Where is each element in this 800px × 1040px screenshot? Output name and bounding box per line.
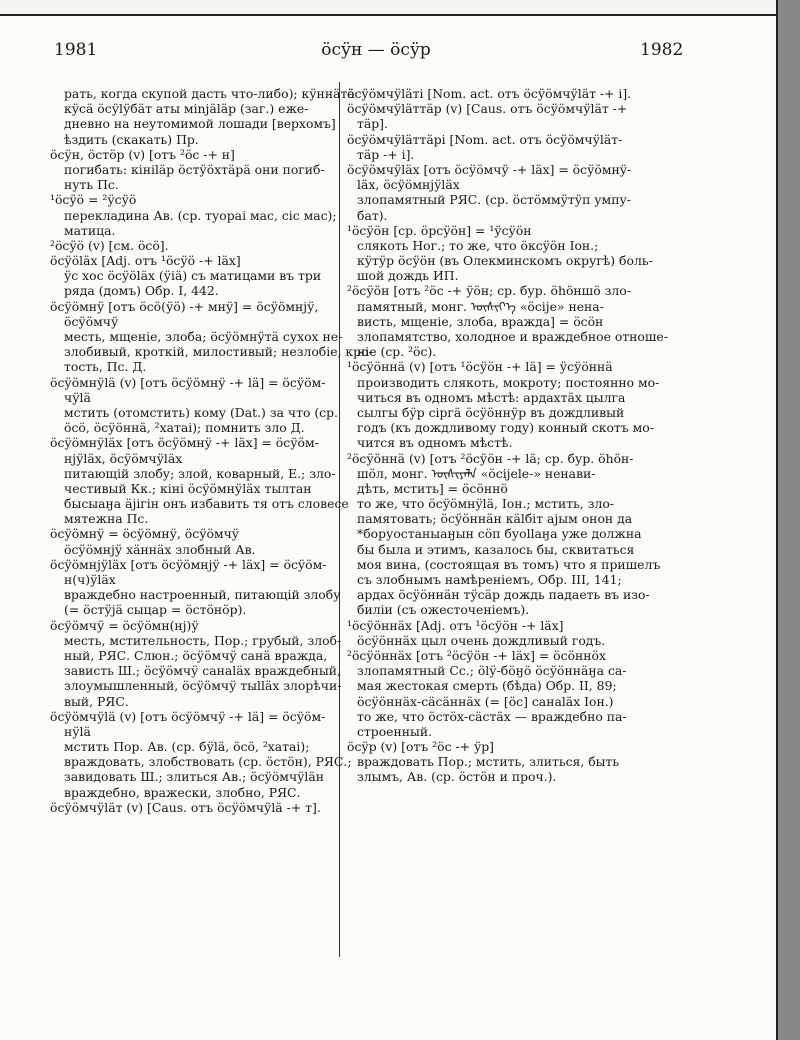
left-column-text-line: ѣздить (скакать) Пр. xyxy=(64,131,199,147)
right-column xyxy=(347,86,668,785)
right-column-text-line: злымъ, Ав. (ср. ӧстӧн и проч.). xyxy=(357,769,557,785)
right-column-text-line: тӓр]. xyxy=(357,116,388,132)
left-column-text-line: н(ч)ӱlӓх xyxy=(64,572,116,587)
right-column-text-line: памятный, монг. ᠥᠰᠢᠶ᠎ᠡ «ӧсiјe» нена- xyxy=(357,298,604,314)
right-column-text-line: памятовать; ӧсӱӧннӓн кӓlбiт аjым онон да xyxy=(357,511,633,527)
left-column xyxy=(50,86,373,815)
right-column-text-line: злопамятство, холодное и враждебное отноше- xyxy=(357,329,668,344)
right-column-text-line: то же, что ӧстӧх-сӓстӓх — враждебно па- xyxy=(357,708,627,724)
right-column-text-line: съ злобнымъ намѣреніемъ, Обр. III, 141; xyxy=(357,572,622,587)
scan-top-edge xyxy=(0,0,800,16)
right-column-text-line: строенный. xyxy=(357,723,433,739)
right-column-text-line: висть, мщеніе, злоба, вражда] = ӧсӧн xyxy=(357,313,604,329)
left-column-headword-line: ӧсӱӧмчӱ = ӧсӱӧмн(нj)ӱ xyxy=(50,617,199,633)
right-column-text-line: то же, что ӧсӱӧмнӱlӓ, Іон.; мстить, зло- xyxy=(357,496,614,512)
right-column-text-line: кӱтӱр ӧсӱӧн (въ Олекминскомъ округѣ) боль- xyxy=(357,253,653,269)
left-column-text-line: перекладина Ав. (ср. туораі мас, сіс мас); xyxy=(64,207,337,223)
right-column-text-line: ӧсӱӧннӓх цыл очень дождливый годъ. xyxy=(357,632,606,648)
left-column-text-line: нӱlӓ xyxy=(64,723,91,739)
right-column-text-line: бат). xyxy=(357,207,388,223)
left-column-text-line: мстить (отомстить) кому (Dat.) за что (ср. xyxy=(64,404,338,420)
right-column-text-line: ардах ӧсӱӧннӓн тӱсӓр дождь падаеть въ изо- xyxy=(357,587,650,603)
right-column-headword-line: ӧсӱӧмчӱlӓттӓр (v) [Caus. отъ ӧсӱӧмчӱlӓт -+ xyxy=(347,101,628,117)
right-column-headword-line: ¹ӧсӱӧннӓ (v) [отъ ¹ӧсӱӧн -+ lӓ] = ӱсӱӧннӓ xyxy=(347,359,613,375)
left-column-headword-line: ӧсӱн, ӧстӧр (v) [отъ ²ӧс -+ н] xyxy=(50,146,235,162)
scan-right-edge xyxy=(776,0,800,1040)
right-column-text-line: чится въ одномъ мѣстѣ. xyxy=(357,435,513,451)
right-column-headword-line: ¹ӧсӱӧннӓх [Adj. отъ ¹ӧсӱӧн -+ lӓх] xyxy=(347,617,564,633)
left-column-text-line: ный, РЯС. Слюн.; ӧсӱӧмчӱ санӓ вражда, xyxy=(64,647,328,663)
left-column-headword-line: ¹ӧсӱӧ = ²ӱсӱӧ xyxy=(50,192,137,208)
left-column-text-line: злобивый, кроткій, милостивый; незлобіе, кро- xyxy=(64,344,373,360)
right-column-text-line: слякоть Нoг.; то же, что ӧксӱӧн Іон.; xyxy=(357,237,599,253)
left-column-headword-line: ӧсӱӧмчӱlӓт (v) [Caus. отъ ӧсӱӧмчӱlӓ -+ т]. xyxy=(50,799,321,815)
right-column-text-line: сылгы бӱр сiргӓ ӧсӱӧннӱр въ дождливый xyxy=(357,404,625,420)
left-column-text-line: ӧсӧ, ӧсӱӧннӓ, ²хатаі); помнить зло Д. xyxy=(64,420,305,436)
left-column-text-line: враждебно настроенный, питающій злобу xyxy=(64,587,341,603)
left-column-text-line: мстить Пор. Ав. (ср. бӱlӓ, ӧсӧ, ²хатаі); xyxy=(64,739,310,755)
left-column-text-line: ӧсӱӧмчӱ xyxy=(64,313,119,329)
right-column-text-line: злопамятный Сс.; ӧlӱ-бӧӈӧ ӧсӱӧннӓӈа са- xyxy=(357,663,627,679)
right-column-text-line: читься въ одномъ мѣстѣ: ардахтӓх цылга xyxy=(357,389,626,405)
right-column-text-line: бы была и этимъ, казалось бы, сквитаться xyxy=(357,541,635,557)
right-column-text-line: мая жестокая смерть (бѣда) Обр. II, 89; xyxy=(357,678,617,694)
right-column-text-line: производить слякоть, мокроту; постоянно мо- xyxy=(357,374,660,390)
right-column-text-line: моя вина, (состоящая въ томъ) что я пришелъ xyxy=(357,556,661,572)
right-column-text-line: ніе (ср. ²ӧс). xyxy=(357,344,437,360)
right-column-headword-line: ӧсӱӧмчӱlӓтi [Nom. act. отъ ӧсӱӧмчӱlӓт -+ i]. xyxy=(347,86,632,101)
left-column-text-line: ӧсӱӧмнjӱ хӓннӓх злобный Ав. xyxy=(64,541,256,557)
right-column-text-line: годъ (къ дождливому году) конный скотъ мо- xyxy=(357,420,654,436)
left-column-text-line: вый, РЯС. xyxy=(64,693,129,709)
right-column-headword-line: ӧсӱр (v) [отъ ²ӧс -+ ӱр] xyxy=(347,739,495,755)
left-column-headword-line: ²ӧсӱӧ (v) [см. ӧсӧ]. xyxy=(50,237,169,253)
left-column-text-line: месть, мстительность, Пор.; грубый, злоб- xyxy=(64,632,342,648)
left-column-headword-line: ӧсӱӧмчӱlӓ (v) [отъ ӧсӱӧмчӱ -+ lӓ] = ӧсӱӧм- xyxy=(50,708,326,724)
right-column-text-line: шой дождь ИП. xyxy=(357,268,459,284)
left-column-headword-line: ӧсӱӧмнӱ = ӧсӱӧмнӱ, ӧсӱӧмчӱ xyxy=(50,526,240,542)
left-column-text-line: враждовать, злобствовать (ср. ӧстӧн), РЯС.; xyxy=(64,754,352,770)
left-column-text-line: честивый Кк.; кінi ӧсӱӧмнӱlӓх тылтан xyxy=(64,480,312,496)
left-column-text-line: мятежна Пс. xyxy=(64,511,149,527)
column-divider xyxy=(339,82,340,957)
right-column-text-line: биліи (съ ожесточеніемъ). xyxy=(357,602,530,618)
left-column-text-line: (= ӧстӱjӓ сыцар = ӧстӧнӧр). xyxy=(64,602,247,618)
left-column-text-line: нуть Пс. xyxy=(64,177,119,193)
right-column-text-line: тӓр -+ i]. xyxy=(357,146,415,162)
left-column-text-line: ряда (домъ) Обр. I, 442. xyxy=(64,283,219,299)
left-column-text-line: погибать: кініlӓр ӧстӱӧхтӓрӓ они погиб- xyxy=(64,161,325,177)
right-column-headword-line: ²ӧсӱӧн [отъ ²ӧс -+ ӱӧн; ср. бур. ӧhӧншӧ зло- xyxy=(347,283,631,299)
left-column-headword-line: ӧсӱӧмнӱ [отъ ӧсӧ(ӱӧ) -+ мнӱ] = ӧсӱӧмнjӱ, xyxy=(50,298,319,314)
left-column-text-line: питающій злобу; злой, коварный, Е.; зло- xyxy=(64,465,336,481)
page-number-right: 1982 xyxy=(640,40,684,60)
right-column-text-line: враждовать Пор.; мстить, злиться, быть xyxy=(357,754,620,770)
left-column-headword-line: ӧсӱӧмнӱlӓ (v) [отъ ӧсӱӧмнӱ -+ lӓ] = ӧсӱӧм- xyxy=(50,374,326,390)
left-column-text-line: месть, мщеніе, злоба; ӧсӱӧмнӱтӓ сухох не- xyxy=(64,329,343,344)
right-column-text-line: *боруостаныаӈын сӧп буоllаӈа уже должна xyxy=(357,526,642,542)
left-column-text-line: бысыаӈа ӓjігін онъ избавить тя отъ словесе xyxy=(64,496,349,512)
right-column-headword-line: ӧсӱӧмчӱlӓх [отъ ӧсӱӧмчӱ -+ lӓх] = ӧсӱӧмнӱ- xyxy=(347,161,632,177)
left-column-text-line: рать, когда скупой дасть что-либо); кӱннӓтӓ xyxy=(64,86,355,101)
right-column-text-line: злопамятный РЯС. (ср. ӧстӧммӱтӱп умпу- xyxy=(357,192,631,208)
left-column-text-line: ӱс хос ӧсӱӧlӓх (ӱіӓ) съ матицами въ три xyxy=(64,268,322,284)
left-column-text-line: завидовать Ш.; злиться Ав.; ӧсӱӧмчӱlӓн xyxy=(64,769,325,785)
page-number-left: 1981 xyxy=(54,40,98,60)
right-column-text-line: дѣть, мстить] = ӧсӧннӧ xyxy=(357,480,508,496)
right-column-headword-line: ӧсӱӧмчӱlӓттӓрi [Nom. act. отъ ӧсӱӧмчӱlӓт- xyxy=(347,131,623,147)
right-column-text-line: шӧл, монг. ᠥᠰᠢᠶᠡᠯᠡ «ӧсiјеlе-» ненави- xyxy=(357,465,596,481)
running-title: ӧсӱн — ӧсӱр xyxy=(321,40,431,60)
left-column-text-line: матица. xyxy=(64,222,116,238)
right-column-headword-line: ²ӧсӱӧннӓ (v) [отъ ²ӧсӱӧн -+ lӓ; ср. бур. ӧhӧн- xyxy=(347,450,634,466)
left-column-headword-line: ӧсӱӧlӓх [Adj. отъ ¹ӧсӱӧ -+ lӓх] xyxy=(50,253,241,269)
left-column-text-line: чӱlӓ xyxy=(64,389,91,405)
left-column-headword-line: ӧсӱӧмнjӱlӓх [отъ ӧсӱӧмнjӱ -+ lӓх] = ӧсӱӧм- xyxy=(50,556,327,572)
left-column-text-line: зависть Ш.; ӧсӱӧмчӱ санаlӓх враждебный, xyxy=(64,663,341,679)
right-column-text-line: lӓх, ӧсӱӧмнjӱlӓх xyxy=(357,177,460,193)
right-column-text-line: ӧсӱӧннӓх-сӓсӓннӓх (= [ӧс] санаlӓх Іон.) xyxy=(357,693,614,709)
right-column-headword-line: ¹ӧсӱӧн [ср. ӧрсӱӧн] = ¹ӱсӱӧн xyxy=(347,222,532,238)
left-column-text-line: тость, Пс. Д. xyxy=(64,359,147,375)
left-column-text-line: дневно на неутомимой лошади [верхомъ] xyxy=(64,116,336,132)
left-column-text-line: злоумышленный, ӧсӱӧмчӱ тыllӓх злорѣчи- xyxy=(64,678,342,694)
left-column-text-line: враждебно, вражески, злобно, РЯС. xyxy=(64,784,301,800)
left-column-headword-line: ӧсӱӧмнӱlӓх [отъ ӧсӱӧмнӱ -+ lӓх] = ӧсӱӧм- xyxy=(50,435,319,451)
right-column-headword-line: ²ӧсӱӧннӓх [отъ ²ӧсӱӧн -+ lӓх] = ӧсӧннӧх xyxy=(347,647,606,663)
left-column-text-line: кӱсӓ ӧсӱlӱбӓт аты мinjӓlӓр (заг.) еже- xyxy=(64,101,309,117)
left-column-text-line: нjӱlӓх, ӧсӱӧмчӱlӓх xyxy=(64,450,183,466)
